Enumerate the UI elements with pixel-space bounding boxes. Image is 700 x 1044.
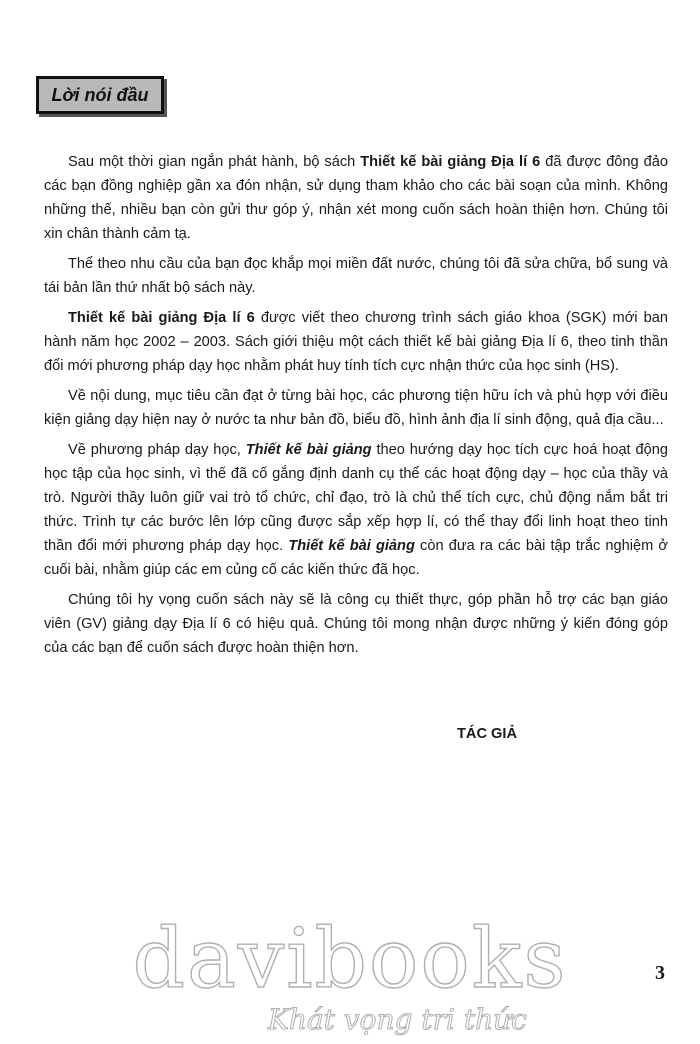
- paragraph: [44, 150, 668, 246]
- paragraph-text: Thể theo nhu cầu của bạn đọc khắp mọi miền đất nước, chúng tôi đã sửa chữa, bổ sung và tái bản lần thứ nhất bộ sách này.: [44, 256, 668, 296]
- paragraph: [44, 384, 668, 432]
- page-number: 3: [655, 962, 665, 984]
- author-signature: TÁC GIẢ: [457, 726, 517, 742]
- paragraph-text: còn đưa ra các bài tập trắc nghiệm ở cuối bài, nhằm giúp các em củng cố các kiến thức đã học.: [44, 538, 668, 578]
- emphasized-title: Thiết kế bài giảng: [245, 442, 372, 458]
- paragraph: [44, 306, 668, 378]
- paragraph: [44, 252, 668, 300]
- paragraph-text: Về phương pháp dạy học,: [68, 442, 246, 458]
- watermark-tagline: Khát vọng tri thức: [268, 1003, 527, 1036]
- paragraph-text: Chúng tôi hy vọng cuốn sách này sẽ là công cụ thiết thực, góp phần hỗ trợ các bạn giáo viên (GV) giảng dạy Địa lí 6 có hiệu quả. Chúng tôi mong nhận được những ý kiến đóng góp của các bạn để cuốn sách được hoàn thiện hơn.: [44, 592, 668, 656]
- paragraph: [44, 438, 668, 582]
- paragraph: [44, 588, 668, 660]
- preface-body: [44, 150, 668, 666]
- page-heading: Lời nói đầu: [51, 84, 149, 105]
- paragraph-text: đã được đông đảo các bạn đồng nghiệp gần xa đón nhận, sử dụng tham khảo cho các bài soạn của mình. Không những thế, nhiều bạn còn gửi thư góp ý, nhận xét mong cuốn sách hoàn thiện hơn. Chúng tôi xin chân thành cảm tạ.: [44, 154, 668, 242]
- emphasized-title: Thiết kế bài giảng: [288, 538, 415, 554]
- paragraph-text: được viết theo chương trình sách giáo khoa (SGK) mới ban hành năm học 2002 – 2003. Sách giới thiệu một cách thiết kế bài giảng Địa lí 6, theo tinh thần đổi mới phương pháp dạy học nhằm phát huy tính tích cực nhận thức của học sinh (HS).: [44, 310, 668, 374]
- watermark-logo: davibooks: [132, 912, 568, 1007]
- emphasized-title: Thiết kế bài giảng Địa lí 6: [360, 154, 541, 170]
- paragraph-text: theo hướng dạy học tích cực hoá hoạt động học tập của học sinh, vì thế đã cố gắng định danh cụ thể các hoạt động dạy – học của thầy và trò. Người thầy luôn giữ vai trò tổ chức, chỉ đạo, trò là chủ thể tích cực, chủ động nắm bắt tri thức. Trình tự các bước lên lớp cũng được sắp xếp hợp lí, có thể thay đổi linh hoạt theo tinh thần đổi mới phương pháp dạy học.: [44, 442, 668, 554]
- paragraph-text: Về nội dung, mục tiêu cần đạt ở từng bài học, các phương tiện hữu ích và phù hợp với điều kiện giảng dạy hiện nay ở nước ta như bản đồ, biểu đồ, hình ảnh địa lí sinh động, quả địa cầu...: [44, 388, 668, 428]
- emphasized-title: Thiết kế bài giảng Địa lí 6: [68, 310, 255, 326]
- paragraph-text: Sau một thời gian ngắn phát hành, bộ sách: [68, 154, 361, 170]
- heading-box: [36, 76, 164, 114]
